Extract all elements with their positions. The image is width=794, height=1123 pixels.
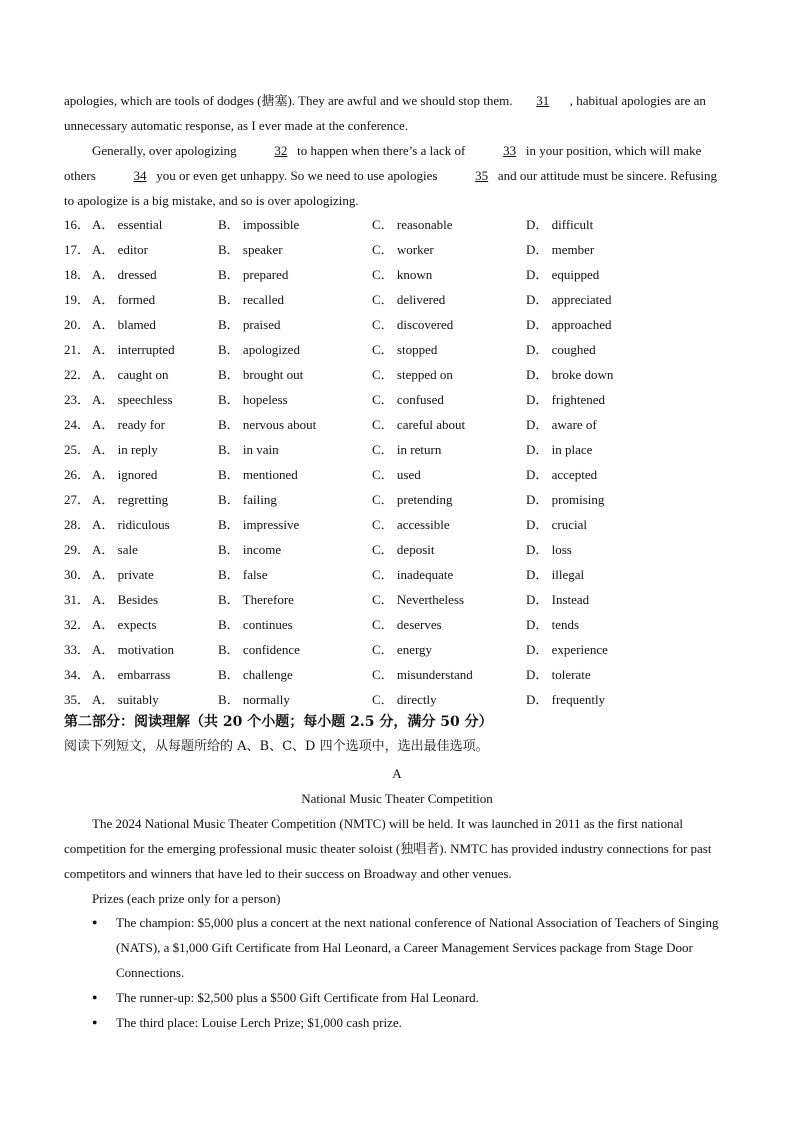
passage-text: to happen when there’s a lack of <box>293 143 469 158</box>
question-option-row <box>64 412 744 437</box>
option-c: C． accessible <box>372 517 450 532</box>
question-number: 33． <box>64 642 91 657</box>
option-d: D． experience <box>526 642 608 657</box>
option-b: B． Therefore <box>218 592 294 607</box>
option-c: C． reasonable <box>372 217 453 232</box>
option-a: A． essential <box>92 217 163 232</box>
option-b: B． impressive <box>218 517 300 532</box>
blank-31: 31 <box>536 93 550 108</box>
question-number: 22． <box>64 367 91 382</box>
option-d: D． frequently <box>526 692 606 707</box>
question-option-row <box>64 212 744 237</box>
option-a: A． ridiculous <box>92 517 170 532</box>
question-number: 30． <box>64 567 91 582</box>
option-a: A． suitably <box>92 692 159 707</box>
question-number: 31． <box>64 592 91 607</box>
option-d: D． aware of <box>526 417 597 432</box>
option-d: D． broke down <box>526 367 614 382</box>
passage-intro: The 2024 National Music Theater Competition (NMTC) will be held. It was launched in 2011 as the first national competition for the emerging professional music theater soloist (独唱者). NMTC has provided industry connections for past competitors and winners that have led to their success on Broadway and other venues. <box>64 816 712 881</box>
list-item <box>64 1010 728 1035</box>
option-a: A． regretting <box>92 492 169 507</box>
option-a: A． formed <box>92 292 156 307</box>
passage-text: Generally, over apologizing <box>92 143 240 158</box>
option-b: B． continues <box>218 617 293 632</box>
option-d: D． tolerate <box>526 667 591 682</box>
option-d: D． in place <box>526 442 593 457</box>
question-option-row <box>64 337 744 362</box>
passage-text: in your position, which will make others <box>64 143 702 183</box>
question-number: 32． <box>64 617 91 632</box>
option-a: A． motivation <box>92 642 174 657</box>
section-heading: 第二部分：阅读理解（共 20 个小题；每小题 2.5 分，满分 50 分） <box>64 714 493 730</box>
passage-text: apologies, which are tools of dodges (搪塞). They are awful and we should stop them. <box>64 93 516 108</box>
option-c: C． directly <box>372 692 437 707</box>
option-d: D． loss <box>526 542 572 557</box>
question-option-row <box>64 387 744 412</box>
question-number: 23． <box>64 392 91 407</box>
list-item <box>64 985 728 1010</box>
prizes-label: Prizes (each prize only for a person) <box>92 891 281 906</box>
option-c: C． stepped on <box>372 367 453 382</box>
option-a: A． ignored <box>92 467 158 482</box>
option-a: A． speechless <box>92 392 173 407</box>
passage-text: and our attitude must be sincere. Refusing to apologize is a big mistake, and so is over apologizing. <box>64 168 718 208</box>
question-option-row <box>64 487 744 512</box>
question-option-row <box>64 462 744 487</box>
option-a: A． caught on <box>92 367 169 382</box>
passage-text: , habitual apologies are an unnecessary automatic response, as I ever made at the conference. <box>64 93 706 133</box>
prize-text: The champion: $5,000 plus a concert at the next national conference of National Association of Teachers of Singing (NATS), a $1,000 Gift Certificate from Hal Leonard, a Career Management Services package from Stage Door Connections. <box>116 915 719 980</box>
question-number: 18． <box>64 267 91 282</box>
prizes-list <box>64 910 728 1035</box>
question-number: 19． <box>64 292 91 307</box>
option-d: D． appreciated <box>526 292 612 307</box>
passage-paragraph-1 <box>64 88 728 138</box>
prize-text: The runner-up: $2,500 plus a $500 Gift Certificate from Hal Leonard. <box>116 990 479 1005</box>
option-c: C． in return <box>372 442 442 457</box>
option-c: C． misunderstand <box>372 667 473 682</box>
option-c: C． confused <box>372 392 444 407</box>
option-d: D． member <box>526 242 595 257</box>
question-number: 16． <box>64 217 91 232</box>
option-b: B． impossible <box>218 217 300 232</box>
question-option-row <box>64 312 744 337</box>
question-number: 17． <box>64 242 91 257</box>
option-c: C． pretending <box>372 492 453 507</box>
option-c: C． energy <box>372 642 433 657</box>
option-b: B． praised <box>218 317 281 332</box>
bullet-icon: ● <box>92 917 98 927</box>
option-d: D． tends <box>526 617 580 632</box>
option-b: B． in vain <box>218 442 279 457</box>
option-b: B． confidence <box>218 642 300 657</box>
passage-paragraph-2 <box>64 138 728 213</box>
section-instruction: 阅读下列短文，从每题所给的 A、B、C、D 四个选项中，选出最佳选项。 <box>64 739 489 754</box>
option-d: D． accepted <box>526 467 598 482</box>
option-b: B． recalled <box>218 292 285 307</box>
bullet-icon: ● <box>92 1017 98 1027</box>
question-number: 29． <box>64 542 91 557</box>
question-number: 21． <box>64 342 91 357</box>
option-c: C． deposit <box>372 542 435 557</box>
option-a: A． editor <box>92 242 148 257</box>
option-c: C． used <box>372 467 421 482</box>
option-b: B． mentioned <box>218 467 298 482</box>
question-number: 27． <box>64 492 91 507</box>
option-a: A． sale <box>92 542 138 557</box>
option-a: A． interrupted <box>92 342 175 357</box>
option-d: D． crucial <box>526 517 588 532</box>
option-b: B． speaker <box>218 242 283 257</box>
question-option-row <box>64 562 744 587</box>
question-option-row <box>64 287 744 312</box>
option-c: C． deserves <box>372 617 442 632</box>
option-d: D． approached <box>526 317 612 332</box>
option-d: D． frightened <box>526 392 606 407</box>
option-a: A． dressed <box>92 267 157 282</box>
blank-32: 32 <box>274 143 288 158</box>
question-option-row <box>64 587 744 612</box>
question-number: 25． <box>64 442 91 457</box>
option-b: B． failing <box>218 492 277 507</box>
question-number: 20． <box>64 317 91 332</box>
question-option-row <box>64 362 744 387</box>
question-number: 26． <box>64 467 91 482</box>
question-number: 35． <box>64 692 91 707</box>
option-b: B． false <box>218 567 268 582</box>
option-d: D． illegal <box>526 567 585 582</box>
blank-35: 35 <box>475 168 489 183</box>
option-a: A． expects <box>92 617 157 632</box>
option-d: D． difficult <box>526 217 594 232</box>
option-c: C． inadequate <box>372 567 454 582</box>
question-option-row <box>64 612 744 637</box>
option-a: A． Besides <box>92 592 159 607</box>
prize-text: The third place: Louise Lerch Prize; $1,000 cash prize. <box>116 1015 402 1030</box>
question-option-row <box>64 262 744 287</box>
option-d: D． coughed <box>526 342 596 357</box>
option-c: C． delivered <box>372 292 446 307</box>
question-option-row <box>64 637 744 662</box>
option-b: B． challenge <box>218 667 293 682</box>
option-a: A． in reply <box>92 442 158 457</box>
option-b: B． brought out <box>218 367 304 382</box>
option-c: C． discovered <box>372 317 454 332</box>
question-option-row <box>64 512 744 537</box>
blank-33: 33 <box>503 143 517 158</box>
bullet-icon: ● <box>92 992 98 1002</box>
option-b: B． hopeless <box>218 392 288 407</box>
question-option-row <box>64 537 744 562</box>
option-b: B． apologized <box>218 342 300 357</box>
option-b: B． prepared <box>218 267 289 282</box>
passage-text: you or even get unhappy. So we need to use apologies <box>153 168 441 183</box>
option-c: C． careful about <box>372 417 466 432</box>
option-d: D． promising <box>526 492 605 507</box>
question-number: 24． <box>64 417 91 432</box>
question-number: 28． <box>64 517 91 532</box>
question-option-row <box>64 687 744 712</box>
list-item <box>64 910 728 985</box>
question-option-row <box>64 237 744 262</box>
option-c: C． worker <box>372 242 434 257</box>
question-option-row <box>64 437 744 462</box>
option-a: A． private <box>92 567 154 582</box>
blank-34: 34 <box>133 168 147 183</box>
option-b: B． normally <box>218 692 290 707</box>
option-d: D． Instead <box>526 592 590 607</box>
option-d: D． equipped <box>526 267 600 282</box>
passage-letter: A <box>392 766 402 781</box>
option-c: C． Nevertheless <box>372 592 465 607</box>
passage-title: National Music Theater Competition <box>301 791 493 806</box>
option-c: C． known <box>372 267 433 282</box>
options-list <box>64 212 744 712</box>
question-option-row <box>64 662 744 687</box>
question-number: 34． <box>64 667 91 682</box>
option-b: B． nervous about <box>218 417 317 432</box>
option-a: A． blamed <box>92 317 156 332</box>
option-a: A． embarrass <box>92 667 171 682</box>
option-b: B． income <box>218 542 282 557</box>
option-c: C． stopped <box>372 342 438 357</box>
option-a: A． ready for <box>92 417 165 432</box>
